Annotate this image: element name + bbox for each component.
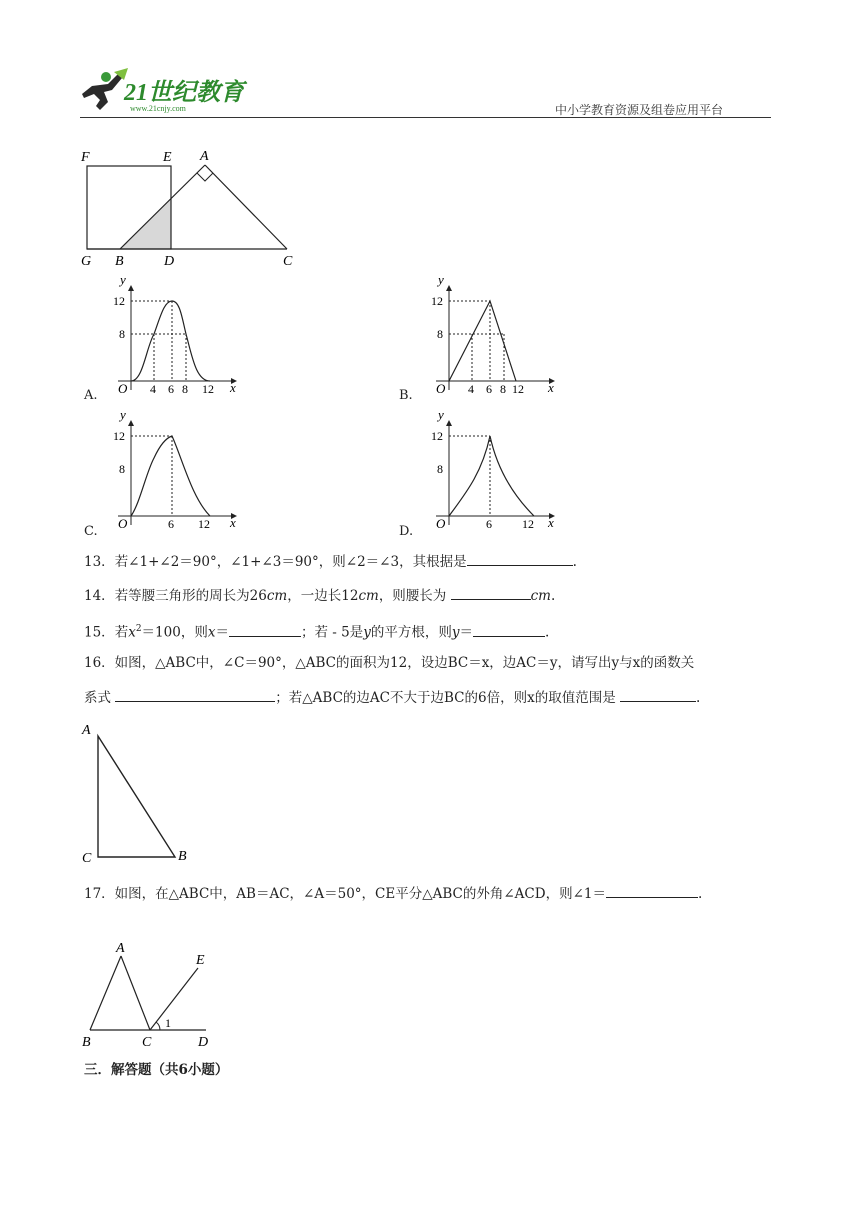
- figure-q17-triangle: [78, 936, 218, 1051]
- right-angle-mark: [197, 173, 213, 181]
- svg-text:12: 12: [202, 382, 214, 396]
- svg-text:C: C: [142, 1035, 152, 1050]
- svg-text:C: C: [82, 851, 92, 866]
- svg-text:y: y: [120, 272, 126, 287]
- label-e: E: [163, 150, 172, 165]
- question-17: 17．如图，在△ABC中，AB＝AC，∠A＝50°，CE平分△ABC的外角∠ACD，则∠1＝ .: [84, 883, 702, 904]
- svg-text:12: 12: [431, 294, 443, 308]
- svg-text:12: 12: [431, 429, 443, 443]
- svg-text:6: 6: [486, 382, 492, 396]
- graph-a: [98, 268, 248, 398]
- svg-text:O: O: [436, 381, 446, 396]
- svg-text:8: 8: [119, 327, 125, 341]
- answer-blank-17[interactable]: [606, 883, 698, 898]
- graph-b: [416, 268, 566, 398]
- svg-text:8: 8: [437, 462, 443, 476]
- header-platform-text: 中小学教育资源及组卷应用平台: [555, 103, 724, 117]
- logo-url: www.21cnjy.com: [130, 104, 186, 113]
- label-c: C: [283, 254, 293, 269]
- svg-text:4: 4: [468, 382, 474, 396]
- svg-text:D: D: [198, 1035, 209, 1050]
- logo-text: 21世纪教育: [124, 80, 244, 106]
- svg-text:y: y: [438, 272, 444, 287]
- curve: [131, 301, 210, 381]
- option-d-letter: D.: [399, 524, 414, 539]
- option-a-letter: A.: [84, 388, 98, 403]
- svg-text:O: O: [118, 516, 128, 531]
- graph-d: [416, 403, 566, 533]
- curve: [449, 301, 516, 381]
- answer-blank-14[interactable]: [451, 585, 531, 600]
- section-title: 三．解答题（共6小题）: [84, 1062, 229, 1078]
- svg-text:12: 12: [512, 382, 524, 396]
- svg-text:8: 8: [119, 462, 125, 476]
- runner-icon: [82, 68, 128, 110]
- logo: [78, 68, 248, 116]
- svg-text:1: 1: [165, 1016, 171, 1030]
- svg-text:8: 8: [500, 382, 506, 396]
- svg-text:x: x: [230, 515, 236, 530]
- curve: [131, 436, 210, 516]
- svg-text:y: y: [438, 407, 444, 422]
- svg-text:6: 6: [486, 517, 492, 531]
- figure-square-triangle: [75, 145, 315, 270]
- svg-text:O: O: [436, 516, 446, 531]
- svg-text:E: E: [196, 953, 205, 968]
- header-divider: [80, 117, 771, 118]
- curve: [449, 436, 534, 516]
- label-a: A: [200, 149, 209, 164]
- triangle-abc: [98, 736, 175, 857]
- svg-text:8: 8: [182, 382, 188, 396]
- answer-blank-16b[interactable]: [620, 687, 696, 702]
- svg-text:B: B: [178, 849, 187, 864]
- svg-text:4: 4: [150, 382, 156, 396]
- question-16-line1: 16．如图，△ABC中，∠C＝90°，△ABC的面积为12，设边BC＝x，边AC＝y，请写出y与x的函数关: [84, 655, 695, 671]
- svg-text:12: 12: [522, 517, 534, 531]
- figure-q16-triangle: [78, 718, 208, 868]
- answer-blank-13[interactable]: [467, 551, 573, 566]
- question-16-line2: 系式 ；若△ABC的边AC不大于边BC的6倍，则x的取值范围是 .: [84, 687, 700, 708]
- side-ac: [205, 165, 287, 249]
- graph-c: [98, 403, 248, 533]
- svg-text:12: 12: [113, 294, 125, 308]
- option-c-letter: C.: [84, 524, 98, 539]
- question-15: 15．若$x^2=100$，则x＝ ；若 - 5是y的平方根，则y＝ .: [84, 619, 549, 643]
- question-13: 13．若∠1+∠2＝90°，∠1+∠3＝90°，则∠2＝∠3，其根据是 .: [84, 551, 577, 572]
- label-d: D: [164, 254, 175, 269]
- svg-text:O: O: [118, 381, 128, 396]
- svg-text:A: A: [116, 941, 125, 956]
- svg-text:x: x: [548, 515, 554, 530]
- answer-blank-15a[interactable]: [229, 622, 301, 637]
- svg-text:x: x: [548, 380, 554, 395]
- svg-text:8: 8: [437, 327, 443, 341]
- svg-text:12: 12: [198, 517, 210, 531]
- svg-text:y: y: [120, 407, 126, 422]
- answer-blank-16a[interactable]: [115, 687, 275, 702]
- label-g: G: [81, 254, 92, 269]
- svg-text:12: 12: [113, 429, 125, 443]
- answer-blank-15b[interactable]: [473, 622, 545, 637]
- svg-text:A: A: [82, 723, 91, 738]
- option-b-letter: B.: [399, 388, 413, 403]
- svg-text:6: 6: [168, 382, 174, 396]
- svg-text:6: 6: [168, 517, 174, 531]
- svg-text:x: x: [230, 380, 236, 395]
- svg-text:B: B: [82, 1035, 91, 1050]
- question-14: 14．若等腰三角形的周长为26cm，一边长12cm，则腰长为 cm.: [84, 585, 555, 606]
- label-f: F: [81, 150, 90, 165]
- label-b: B: [115, 254, 124, 269]
